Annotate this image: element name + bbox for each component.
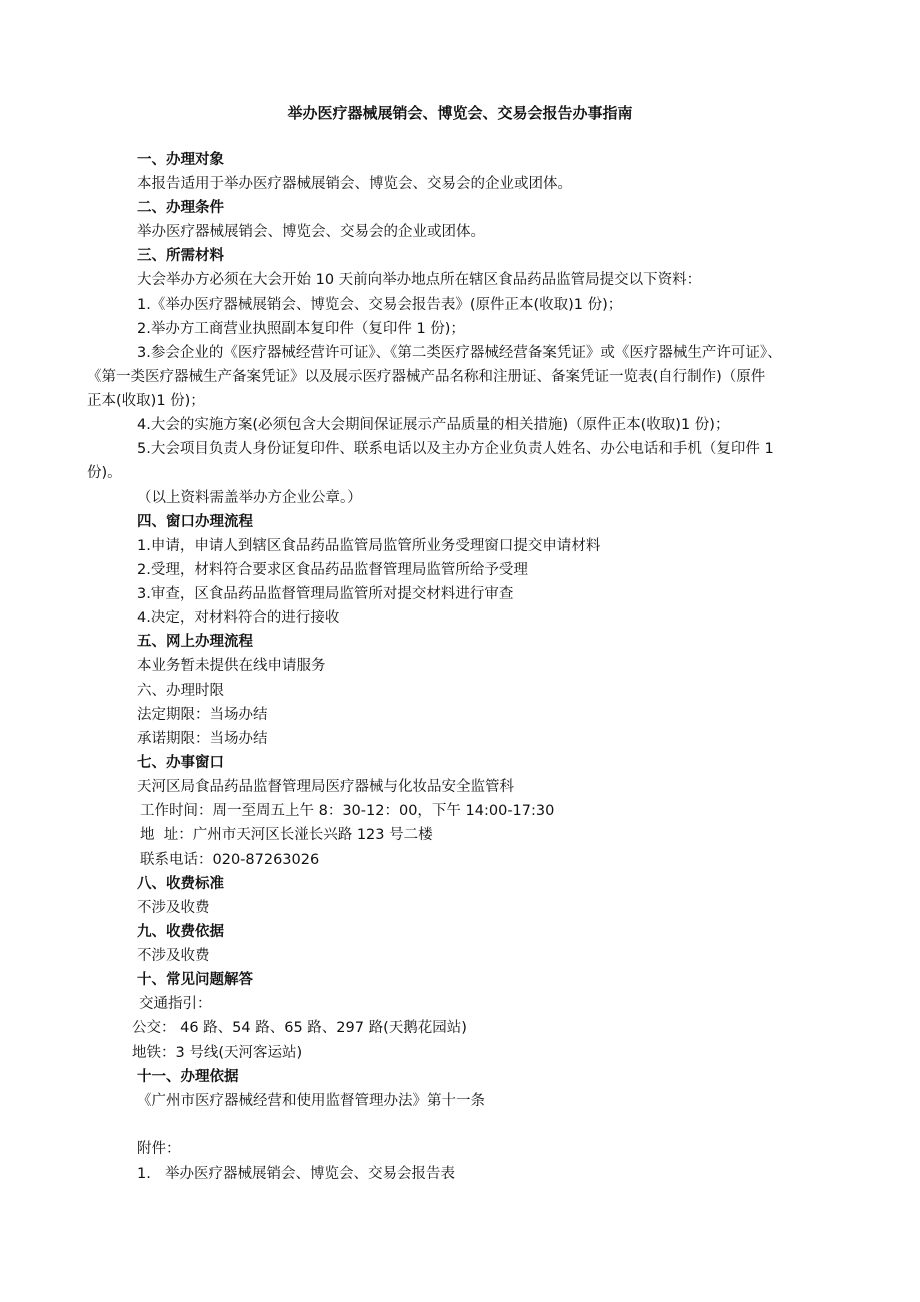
material-item-3-line3: 正本(收取)1 份)；: [87, 393, 205, 409]
material-item-2: 2.举办方工商营业执照副本复印件（复印件 1 份)；: [137, 321, 465, 337]
attachment-item-number: 1.: [137, 1166, 151, 1182]
office-name: 天河区局食品药品监督管理局医疗器械与化妆品安全监管科: [137, 779, 514, 795]
section5-text: 本业务暂未提供在线申请服务: [137, 658, 326, 674]
section3-heading: 三、所需材料: [137, 248, 224, 264]
section1-heading: 一、办理对象: [137, 152, 224, 168]
process-step-4: 4.决定，对材料符合的进行接收: [137, 610, 340, 626]
office-hours: 工作时间：周一至周五上午 8：30-12：00，下午 14:00-17:30: [140, 803, 555, 819]
material-item-5-line1: 5.大会项目负责人身份证复印件、联系电话以及主办方企业负责人姓名、办公电话和手机（复印件 1: [137, 441, 774, 457]
promised-time-limit: 承诺期限：当场办结: [137, 731, 268, 747]
process-step-2: 2.受理，材料符合要求区食品药品监督管理局监管所给予受理: [137, 562, 528, 578]
bus-routes: 公交： 46 路、54 路、65 路、297 路(天鹅花园站): [132, 1020, 467, 1036]
section5-heading: 五、网上办理流程: [137, 634, 253, 650]
section2-heading: 二、办理条件: [137, 200, 224, 216]
material-item-1: 1.《举办医疗器械展销会、博览会、交易会报告表》(原件正本(收取)1 份)；: [137, 297, 623, 313]
section10-heading: 十、常见问题解答: [137, 972, 253, 988]
section4-heading: 四、窗口办理流程: [137, 514, 253, 530]
office-phone: 联系电话：020-87263026: [140, 852, 320, 868]
material-item-3-line2: 《第一类医疗器械生产备案凭证》以及展示医疗器械产品名称和注册证、备案凭证一览表(自行制作)（原件: [87, 369, 766, 385]
metro-route: 地铁：3 号线(天河客运站): [132, 1045, 303, 1061]
traffic-guide: 交通指引：: [139, 996, 212, 1012]
attachment-item-1: [137, 1164, 455, 1184]
section6-heading: 六、办理时限: [137, 683, 224, 699]
section8-text: 不涉及收费: [137, 900, 210, 916]
attachment-item-text: 举办医疗器械展销会、博览会、交易会报告表: [165, 1166, 455, 1182]
section11-heading: 十一、办理依据: [137, 1069, 239, 1085]
material-item-4: 4.大会的实施方案(必须包含大会期间保证展示产品质量的相关措施)（原件正本(收取)1 份)；: [137, 417, 730, 433]
material-item-5-line2: 份)。: [87, 465, 122, 481]
material-item-3-line1: 3.参会企业的《医疗器械经营许可证》、《第二类医疗器械经营备案凭证》或《医疗器械生产许可证》、: [137, 345, 782, 361]
process-step-3: 3.审查，区食品药品监督管理局监管所对提交材料进行审查: [137, 586, 514, 602]
section9-text: 不涉及收费: [137, 948, 210, 964]
section3-intro: 大会举办方必须在大会开始 10 天前向举办地点所在辖区食品药品监管局提交以下资料：: [137, 272, 702, 288]
section8-heading: 八、收费标准: [137, 876, 224, 892]
office-address: 地 址：广州市天河区长湴长兴路 123 号二楼: [140, 827, 433, 843]
attachment-label: 附件：: [137, 1141, 181, 1157]
section9-heading: 九、收费依据: [137, 924, 224, 940]
section2-text: 举办医疗器械展销会、博览会、交易会的企业或团体。: [137, 224, 485, 240]
document-title: 举办医疗器械展销会、博览会、交易会报告办事指南: [287, 104, 633, 122]
legal-time-limit: 法定期限：当场办结: [137, 707, 268, 723]
material-note: （以上资料需盖举办方企业公章。）: [137, 490, 362, 506]
section1-text: 本报告适用于举办医疗器械展销会、博览会、交易会的企业或团体。: [137, 176, 572, 192]
section11-text: 《广州市医疗器械经营和使用监督管理办法》第十一条: [137, 1093, 485, 1109]
section7-heading: 七、办事窗口: [137, 755, 224, 771]
process-step-1: 1.申请，申请人到辖区食品药品监管局监管所业务受理窗口提交申请材料: [137, 538, 601, 554]
